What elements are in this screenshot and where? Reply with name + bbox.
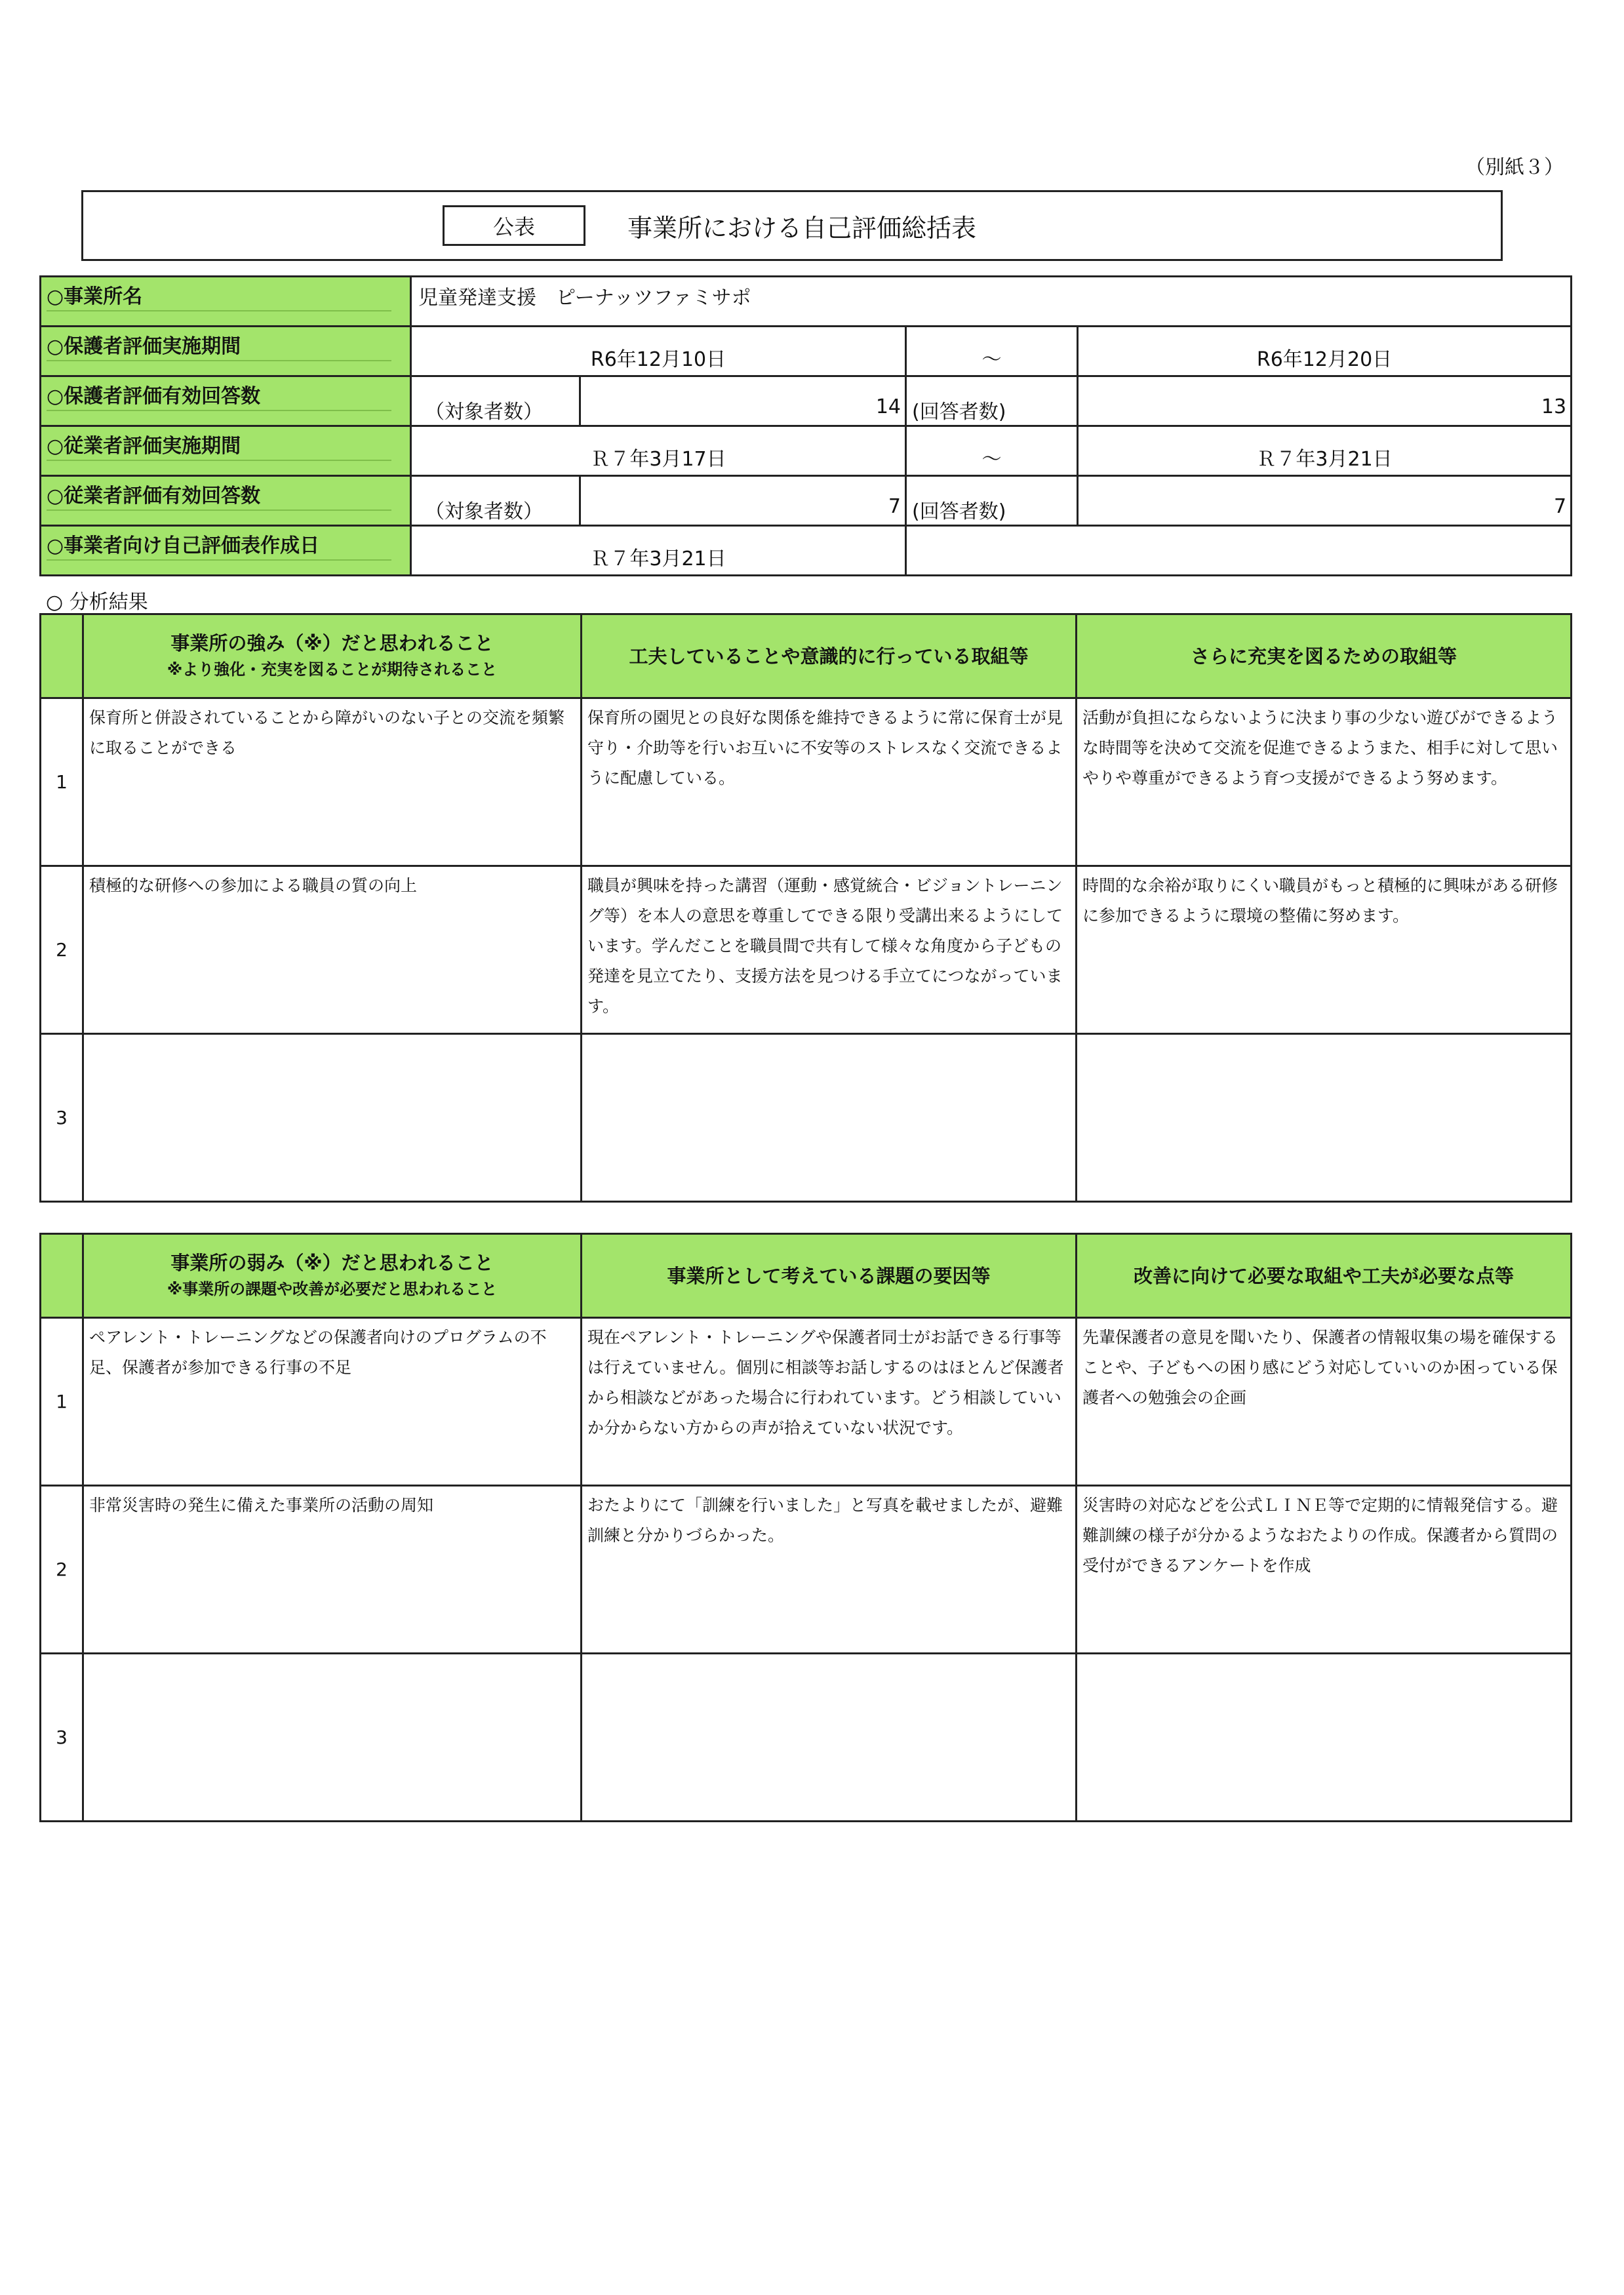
weakness-text (83, 1654, 582, 1822)
weaknesses-col3-header: 改善に向けて必要な取組や工夫が必要な点等 (1077, 1234, 1572, 1318)
title-box (81, 190, 1503, 261)
strengths-table (39, 613, 1572, 1203)
weakness-improvement-text (1077, 1654, 1572, 1822)
info-table (39, 275, 1572, 576)
weaknesses-col1-header (83, 1234, 582, 1318)
staff-target-label: （対象者数） (411, 476, 580, 526)
strength-text: 積極的な研修への参加による職員の質の向上 (83, 866, 582, 1034)
row-number: 1 (41, 1318, 83, 1486)
weakness-cause-text: 現在ペアレント・トレーニングや保護者同士がお話できる行事等は行えていません。個別に相談等お話しするのはほとんど保護者から相談などがあった場合に行われています。どう相談していいか分からない方からの声が拾えていない状況です。 (582, 1318, 1077, 1486)
staff-response-label: (回答者数) (906, 476, 1078, 526)
guardian-period-label: ○保護者評価実施期間 (41, 327, 411, 376)
weakness-text: ペアレント・トレーニングなどの保護者向けのプログラムの不足、保護者が参加できる行事の不足 (83, 1318, 582, 1486)
guardian-period-end: R6年12月20日 (1078, 327, 1572, 376)
office-name-row (41, 277, 1572, 327)
strengths-col1-header (83, 614, 582, 698)
staff-count-label: ○従業者評価有効回答数 (41, 476, 411, 526)
weakness-text: 非常災害時の発生に備えた事業所の活動の周知 (83, 1486, 582, 1654)
staff-period-end: Ｒ７年3月21日 (1078, 426, 1572, 476)
weaknesses-table (39, 1233, 1572, 1822)
strengths-header-corner (41, 614, 83, 698)
weaknesses-header-row (41, 1234, 1572, 1318)
guardian-period-sep: ～ (906, 327, 1078, 376)
guardian-target-label: （対象者数） (411, 376, 580, 426)
weaknesses-col2-header: 事業所として考えている課題の要因等 (582, 1234, 1077, 1318)
weakness-improvement-text: 先輩保護者の意見を聞いたり、保護者の情報収集の場を確保することや、子どもへの困り感にどう対応していいのか困っている保護者への勉強会の企画 (1077, 1318, 1572, 1486)
guardian-response-count: 13 (1078, 376, 1572, 426)
weakness-cause-text: おたよりにて「訓練を行いました」と写真を載せましたが、避難訓練と分かりづらかった。 (582, 1486, 1077, 1654)
guardian-count-row (41, 376, 1572, 426)
row-number: 2 (41, 866, 83, 1034)
strength-enhancement-text: 活動が負担にならないように決まり事の少ない遊びができるような時間等を決めて交流を促進できるようまた、相手に対して思いやりや尊重ができるよう育つ支援ができるよう努めます。 (1077, 698, 1572, 866)
strength-effort-text: 保育所の園児との良好な関係を維持できるように常に保育士が見守り・介助等を行いお互いに不安等のストレスなく交流できるように配慮している。 (582, 698, 1077, 866)
strengths-row (41, 1034, 1572, 1202)
guardian-period-row (41, 327, 1572, 376)
weaknesses-header-corner (41, 1234, 83, 1318)
strengths-row (41, 698, 1572, 866)
staff-period-label: ○従業者評価実施期間 (41, 426, 411, 476)
strengths-header-row (41, 614, 1572, 698)
staff-target-count: 7 (580, 476, 906, 526)
created-date-row (41, 526, 1572, 576)
analysis-section-label: ○ 分析結果 (46, 591, 148, 614)
office-name-label: ○事業所名 (41, 277, 411, 327)
weaknesses-col1-subtitle: ※事業所の課題や改善が必要だと思われること (167, 1279, 498, 1298)
row-number: 2 (41, 1486, 83, 1654)
strengths-col3-header: さらに充実を図るための取組等 (1077, 614, 1572, 698)
strengths-col2-header: 工夫していることや意識的に行っている取組等 (582, 614, 1077, 698)
office-name-value: 児童発達支援 ピーナッツファミサポ (411, 277, 1572, 327)
guardian-response-label: (回答者数) (906, 376, 1078, 426)
staff-response-count: 7 (1078, 476, 1572, 526)
guardian-period-start: R6年12月10日 (411, 327, 906, 376)
row-number: 1 (41, 698, 83, 866)
row-number: 3 (41, 1654, 83, 1822)
weaknesses-row (41, 1486, 1572, 1654)
strengths-col1-title: 事業所の強み（※）だと思われること (170, 631, 494, 654)
strength-text (83, 1034, 582, 1202)
staff-period-sep: ～ (906, 426, 1078, 476)
strength-enhancement-text: 時間的な余裕が取りにくい職員がもっと積極的に興味がある研修に参加できるように環境の整備に努めます。 (1077, 866, 1572, 1034)
weakness-cause-text (582, 1654, 1077, 1822)
strength-effort-text (582, 1034, 1077, 1202)
strengths-col1-subtitle: ※より強化・充実を図ることが期待されること (167, 660, 498, 679)
staff-count-row (41, 476, 1572, 526)
created-date-blank (906, 526, 1572, 576)
created-date-label: ○事業者向け自己評価表作成日 (41, 526, 411, 576)
weaknesses-col1-title: 事業所の弱み（※）だと思われること (170, 1251, 494, 1274)
weaknesses-row (41, 1318, 1572, 1486)
strength-effort-text: 職員が興味を持った講習（運動・感覚統合・ビジョントレーニング等）を本人の意思を尊重してできる限り受講出来るようにしています。学んだことを職員間で共有して様々な角度から子どもの発達を見立てたり、支援方法を見つける手立てにつながっています。 (582, 866, 1077, 1034)
page-title: 事業所における自己評価総括表 (627, 213, 977, 243)
staff-period-row (41, 426, 1572, 476)
strength-enhancement-text (1077, 1034, 1572, 1202)
strength-text: 保育所と併設されていることから障がいのない子との交流を頻繁に取ることができる (83, 698, 582, 866)
staff-period-start: Ｒ７年3月17日 (411, 426, 906, 476)
public-badge: 公表 (443, 205, 585, 246)
row-number: 3 (41, 1034, 83, 1202)
guardian-count-label: ○保護者評価有効回答数 (41, 376, 411, 426)
strengths-row (41, 866, 1572, 1034)
guardian-target-count: 14 (580, 376, 906, 426)
attachment-label: （別紙３） (1465, 156, 1564, 179)
created-date-value: Ｒ７年3月21日 (411, 526, 906, 576)
weakness-improvement-text: 災害時の対応などを公式ＬＩＮＥ等で定期的に情報発信する。避難訓練の様子が分かるようなおたよりの作成。保護者から質問の受付ができるアンケートを作成 (1077, 1486, 1572, 1654)
weaknesses-row (41, 1654, 1572, 1822)
